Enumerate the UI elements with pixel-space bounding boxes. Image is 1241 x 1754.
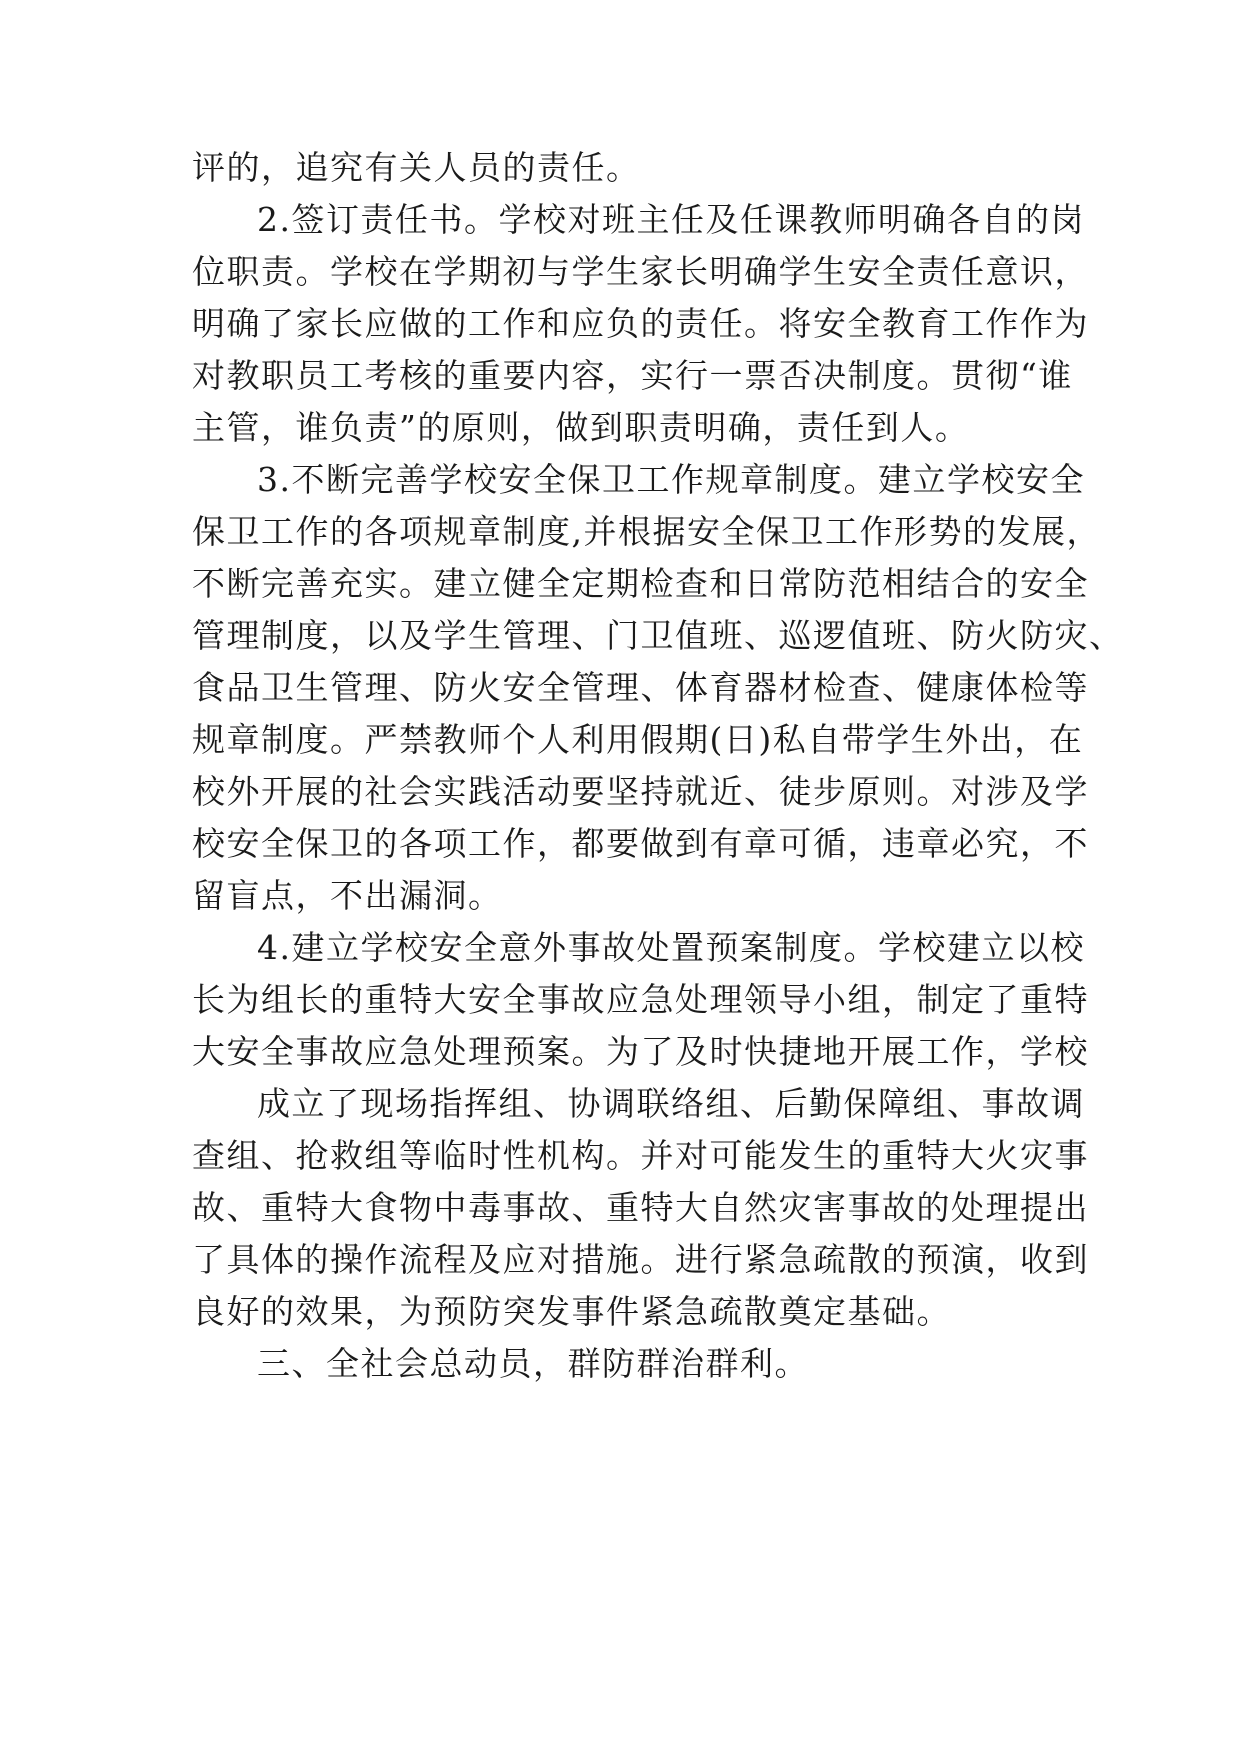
paragraph-5-start: 成立了现场指挥组、协调联络组、后勤保障组、事故调 (257, 1084, 1085, 1123)
text-line-4: 明确了家长应做的工作和应负的责任。将安全教育工作作为 (192, 304, 1089, 343)
section-heading: 三、全社会总动员，群防群治群利。 (257, 1344, 809, 1383)
text-line-21: 故、重特大食物中毒事故、重特大自然灾害事故的处理提出 (192, 1188, 1089, 1227)
text-line-14: 校安全保卫的各项工作，都要做到有章可循，违章必究，不 (192, 824, 1089, 863)
text-line-22: 了具体的操作流程及应对措施。进行紧急疏散的预演，收到 (192, 1240, 1089, 1279)
text-line-17: 长为组长的重特大安全事故应急处理领导小组，制定了重特 (192, 980, 1089, 1019)
text-line-5: 对教职员工考核的重要内容，实行一票否决制度。贯彻“谁 (192, 356, 1073, 395)
text-line-15: 留盲点，不出漏洞。 (192, 876, 503, 915)
paragraph-3-start: 3.不断完善学校安全保卫工作规章制度。建立学校安全 (257, 460, 1085, 499)
paragraph-4-start: 4.建立学校安全意外事故处置预案制度。学校建立以校 (257, 928, 1085, 967)
text-line-8: 保卫工作的各项规章制度,并根据安全保卫工作形势的发展， (192, 512, 1101, 551)
paragraph-2-start: 2.签订责任书。学校对班主任及任课教师明确各自的岗 (257, 200, 1085, 239)
text-line-12: 规章制度。严禁教师个人利用假期(日)私自带学生外出，在 (192, 720, 1084, 759)
text-line-9: 不断完善充实。建立健全定期检查和日常防范相结合的安全 (192, 564, 1089, 603)
text-line-13: 校外开展的社会实践活动要坚持就近、徒步原则。对涉及学 (192, 772, 1089, 811)
text-line-10: 管理制度，以及学生管理、门卫值班、巡逻值班、防火防灾、 (192, 616, 1124, 655)
text-line-6: 主管，谁负责”的原则，做到职责明确，责任到人。 (192, 408, 970, 447)
text-line-11: 食品卫生管理、防火安全管理、体育器材检查、健康体检等 (192, 668, 1089, 707)
text-line-1: 评的，追究有关人员的责任。 (192, 148, 641, 187)
text-line-18: 大安全事故应急处理预案。为了及时快捷地开展工作，学校 (192, 1032, 1089, 1071)
text-line-23: 良好的效果，为预防突发事件紧急疏散奠定基础。 (192, 1292, 951, 1331)
text-line-3: 位职责。学校在学期初与学生家长明确学生安全责任意识， (192, 252, 1089, 291)
text-line-20: 查组、抢救组等临时性机构。并对可能发生的重特大火灾事 (192, 1136, 1089, 1175)
